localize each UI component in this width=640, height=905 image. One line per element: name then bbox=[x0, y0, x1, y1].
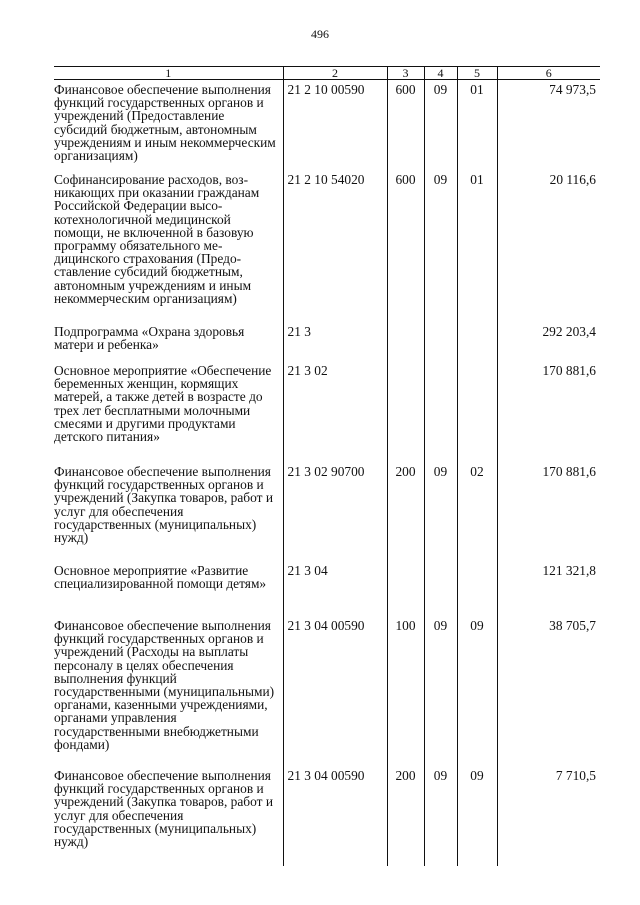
row-code: 21 3 bbox=[283, 322, 387, 361]
row-amount: 170 881,6 bbox=[497, 361, 600, 462]
budget-table bbox=[54, 66, 600, 866]
row-name: Основное мероприятие «Обеспечение беременных женщин, кормящих матерей, а также детей в возрасте до трех лет бесплатными молочными смесями и другими продуктами детского питания» bbox=[54, 363, 272, 445]
row-expense-type: 200 bbox=[387, 462, 424, 561]
row-code: 21 3 04 00590 bbox=[283, 766, 387, 866]
row-name: Финансовое обеспечение выполнения функций государственных органов и учреждений (Закупка товаров, работ и услуг для обеспечения государственных (муниципальных) нужд) bbox=[54, 464, 274, 546]
row-subsection: 01 bbox=[457, 170, 497, 322]
row-name: Финансовое обеспечение выполнения функций государственных органов и учреждений (Закупка товаров, работ и услуг для обеспечения государственных (муниципальных) нужд) bbox=[54, 768, 274, 850]
row-amount: 74 973,5 bbox=[497, 80, 600, 171]
page-number: 496 bbox=[311, 27, 329, 41]
column-header-2: 2 bbox=[283, 67, 387, 80]
row-expense-type: 600 bbox=[387, 80, 424, 171]
column-header-4: 4 bbox=[424, 67, 457, 80]
row-section: 09 bbox=[424, 462, 457, 561]
row-section bbox=[424, 322, 457, 361]
table-row bbox=[54, 322, 600, 361]
row-section: 09 bbox=[424, 616, 457, 766]
table-row bbox=[54, 766, 600, 866]
row-code: 21 3 02 bbox=[283, 361, 387, 462]
row-name: Финансовое обеспечение выполнения функций государственных органов и учреждений (Расходы на выплаты персоналу в целях обеспечения выполнения функций государственными (муниципальными) органами, казенными учреждениями, органами управления государственными внебюджетными фондами) bbox=[54, 618, 275, 752]
row-amount: 170 881,6 bbox=[497, 462, 600, 561]
row-amount: 38 705,7 bbox=[497, 616, 600, 766]
row-section: 09 bbox=[424, 170, 457, 322]
row-name: Софинансирование расходов, возникающих при оказании гражданам Российской Федерации высокотехнологичной медицинской помощи, не включенной в базовую программу обязательного медицинского страхования (Предоставление субсидий бюджетным, автономным учреждениям и иным некоммерческим организациям) bbox=[54, 172, 260, 306]
row-code: 21 2 10 00590 bbox=[283, 80, 387, 171]
row-name: Финансовое обеспечение выполнения функций государственных органов и учреждений (Предоставление субсидий бюджетным, автономным учреждениям и иным некоммерческим организациям) bbox=[54, 82, 276, 164]
row-expense-type: 600 bbox=[387, 170, 424, 322]
row-section: 09 bbox=[424, 766, 457, 866]
row-subsection: 09 bbox=[457, 766, 497, 866]
row-subsection bbox=[457, 361, 497, 462]
row-section bbox=[424, 561, 457, 616]
row-amount: 7 710,5 bbox=[497, 766, 600, 866]
column-header-1: 1 bbox=[54, 67, 283, 80]
row-subsection bbox=[457, 322, 497, 361]
column-header-5: 5 bbox=[457, 67, 497, 80]
row-expense-type bbox=[387, 322, 424, 361]
table-row bbox=[54, 80, 600, 171]
row-code: 21 3 02 90700 bbox=[283, 462, 387, 561]
table-row bbox=[54, 561, 600, 616]
row-code: 21 3 04 bbox=[283, 561, 387, 616]
row-name: Основное мероприятие «Развитие специализированной помощи детям» bbox=[54, 563, 267, 592]
row-section bbox=[424, 361, 457, 462]
table-row bbox=[54, 361, 600, 462]
row-amount: 20 116,6 bbox=[497, 170, 600, 322]
row-name: Подпрограмма «Охрана здоровья матери и ребенка» bbox=[54, 324, 245, 353]
header-row bbox=[54, 67, 600, 80]
row-section: 09 bbox=[424, 80, 457, 171]
table-row bbox=[54, 616, 600, 766]
table-row bbox=[54, 170, 600, 322]
row-code: 21 2 10 54020 bbox=[283, 170, 387, 322]
column-header-6: 6 bbox=[497, 67, 600, 80]
table-row bbox=[54, 462, 600, 561]
column-header-3: 3 bbox=[387, 67, 424, 80]
row-expense-type: 200 bbox=[387, 766, 424, 866]
row-subsection: 02 bbox=[457, 462, 497, 561]
budget-table-container bbox=[54, 66, 600, 850]
row-expense-type bbox=[387, 361, 424, 462]
row-subsection bbox=[457, 561, 497, 616]
row-expense-type bbox=[387, 561, 424, 616]
row-amount: 121 321,8 bbox=[497, 561, 600, 616]
row-amount: 292 203,4 bbox=[497, 322, 600, 361]
row-expense-type: 100 bbox=[387, 616, 424, 766]
row-subsection: 01 bbox=[457, 80, 497, 171]
row-subsection: 09 bbox=[457, 616, 497, 766]
row-code: 21 3 04 00590 bbox=[283, 616, 387, 766]
